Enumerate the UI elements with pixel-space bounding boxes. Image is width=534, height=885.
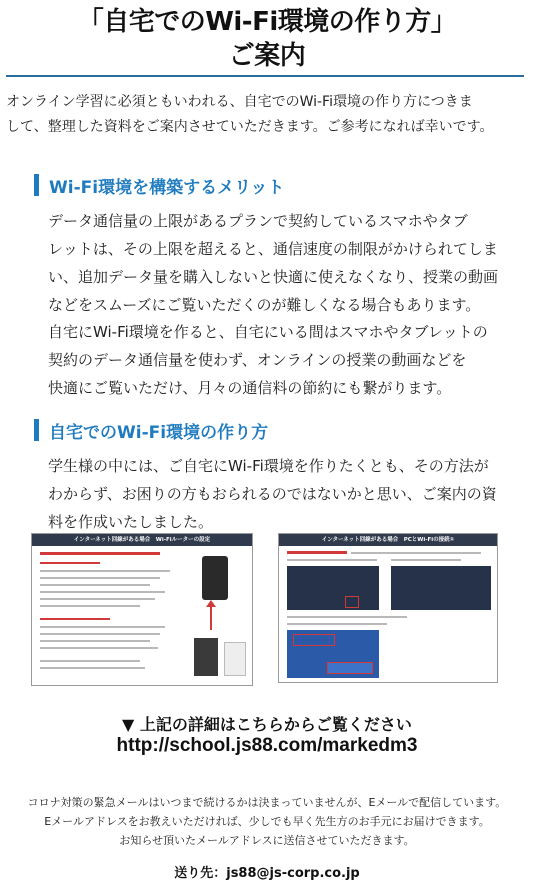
- footer-line1: コロナ対策の緊急メールはいつまで続けるかは決まっていませんが、Eメールで配信しています。: [27, 796, 507, 809]
- merits-para2-l3: 快適にご覧いただけ、月々の通信料の節約にも繋がります。: [48, 379, 452, 397]
- footer-line3: お知らせ頂いたメールアドレスに送信させていただきます。: [119, 834, 415, 847]
- send-to-email[interactable]: 送り先：js88@js-corp.co.jp: [174, 866, 360, 881]
- router-setup-thumbnail-title: インターネット回線がある場合 Wi-Fiルーターの設定: [32, 534, 252, 546]
- merits-para2-l1: 自宅にWi-Fi環境を作ると、自宅にいる間はスマホやタブレットの: [48, 323, 488, 341]
- merits-para1-l2: レットは、その上限を超えると、通信速度の制限がかけられてしま: [48, 240, 498, 258]
- router-setup-thumbnail[interactable]: [31, 533, 253, 686]
- pc-wifi-thumbnail[interactable]: [278, 533, 498, 683]
- wall-outlet-icon: [224, 642, 246, 676]
- section-merits-title: Wi-Fi環境を構築するメリット: [49, 177, 285, 198]
- section-marker: [34, 174, 39, 196]
- howto-para-l3: 料を作成いたしました。: [48, 513, 214, 531]
- intro-line2: して、整理した資料をご案内させていただきます。ご参考になれば幸いです。: [6, 119, 494, 135]
- footer-line2: Eメールアドレスをお教えいただければ、少しでも早く先生方のお手元にお届けできます。: [44, 815, 490, 828]
- title-divider: [6, 75, 524, 77]
- howto-para-l1: 学生様の中には、ご自宅にWi-Fi環境を作りたくとも、その方法が: [48, 457, 489, 475]
- screenshot-panel: [287, 566, 379, 610]
- howto-para-l2: わからず、お困りの方もおられるのではないかと思い、ご案内の資: [48, 485, 497, 503]
- pc-wifi-thumbnail-title: インターネット回線がある場合 PCとWi-Fiの接続①: [279, 534, 497, 546]
- page-title-line1: 「自宅でのWi-Fi環境の作り方」: [77, 7, 457, 37]
- page-title-line2: ご案内: [228, 41, 306, 71]
- details-url-link[interactable]: http://school.js88.com/markedm3: [116, 735, 418, 756]
- router-icon: [202, 556, 228, 600]
- screenshot-panel: [391, 566, 491, 610]
- details-label: ▼ 上記の詳細はこちらからご覧ください: [122, 715, 412, 734]
- section-marker: [34, 419, 39, 441]
- merits-para1-l1: データ通信量の上限があるプランで契約しているスマホやタブ: [48, 212, 468, 230]
- merits-para2-l2: 契約のデータ通信量を使わず、オンラインの授業の動画などを: [48, 351, 467, 369]
- merits-para1-l4: などをスムーズにご覧いただくのが難しくなる場合もあります。: [48, 296, 481, 314]
- section-merits-heading: [34, 172, 284, 198]
- section-howto-title: 自宅でのWi-Fi環境の作り方: [49, 422, 269, 443]
- merits-para1-l3: い、追加データ量を購入しないと快適に使えなくなり、授業の動画: [48, 268, 499, 286]
- modem-icon: [194, 638, 218, 676]
- intro-line1: オンライン学習に必須ともいわれる、自宅でのWi-Fi環境の作り方につきま: [6, 94, 473, 110]
- section-howto-heading: [34, 417, 268, 443]
